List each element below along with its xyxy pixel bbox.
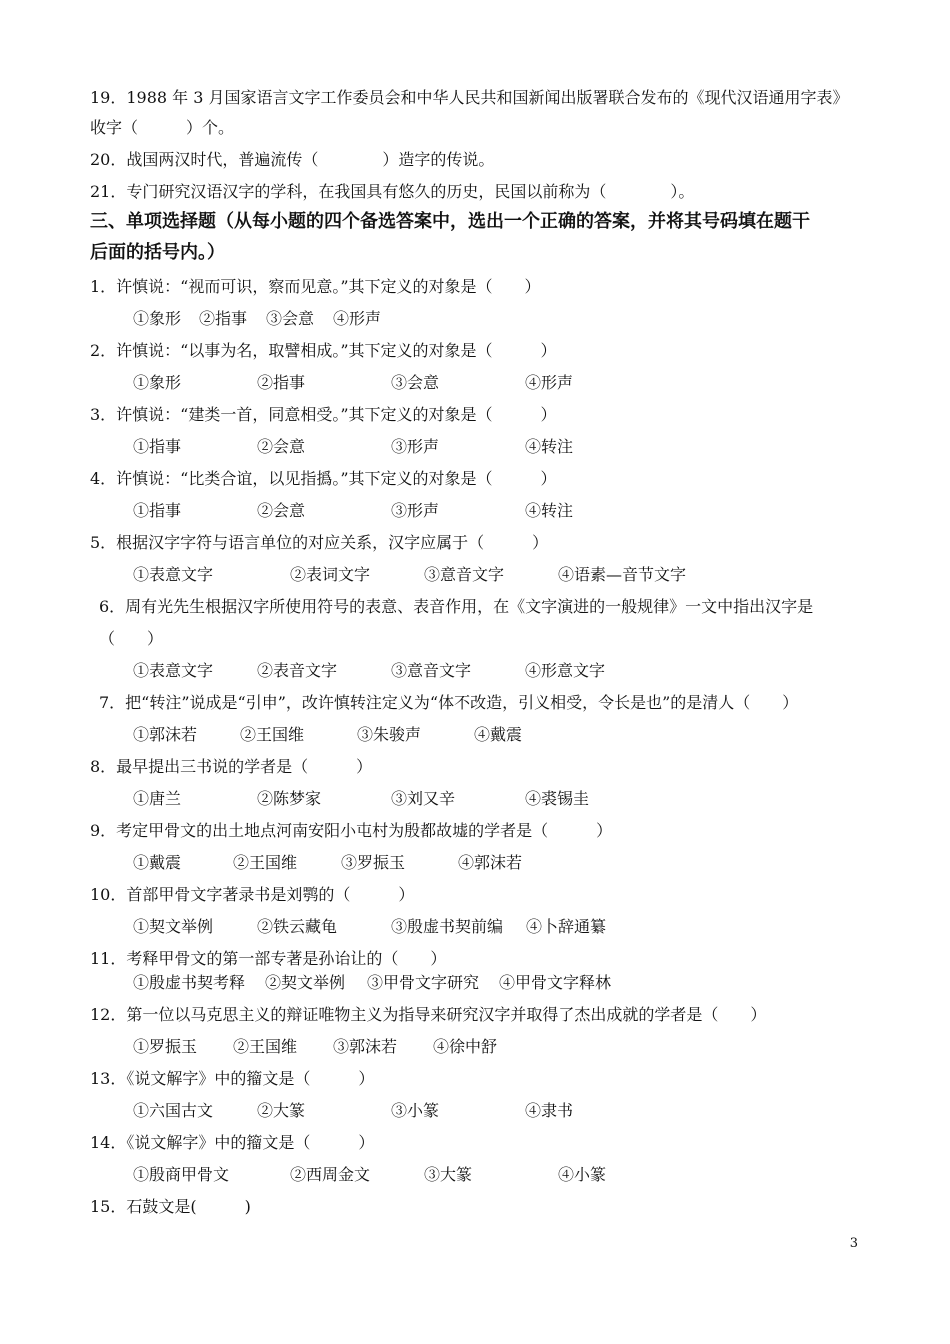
option: ③刘又辛: [391, 789, 456, 808]
option: ③会意: [391, 373, 440, 392]
option: ④形意文字: [525, 661, 606, 680]
option: ③罗振玉: [341, 853, 406, 872]
option: ①指事: [133, 501, 182, 520]
option: ②王国维: [233, 853, 298, 872]
question-9-stem: 9．考定甲骨文的出土地点河南安阳小屯村为殷都故墟的学者是（ ）: [90, 821, 613, 840]
option: ①表意文字: [133, 661, 214, 680]
option: ①指事: [133, 437, 182, 456]
option: ①戴震: [133, 853, 182, 872]
question-4-stem: 4．许慎说：“比类合谊，以见指撝。”其下定义的对象是（ ）: [90, 469, 557, 488]
option: ②会意: [257, 501, 306, 520]
option: ②铁云藏龟: [257, 917, 338, 936]
option: ①殷商甲骨文: [133, 1165, 230, 1184]
question-10-stem: 10．首部甲骨文字著录书是刘鹗的（ ）: [90, 885, 415, 904]
option: ③形声: [391, 437, 440, 456]
option: ①罗振玉: [133, 1037, 198, 1056]
option: ②大篆: [257, 1101, 306, 1120]
option: ②西周金文: [290, 1165, 371, 1184]
option: ①殷虚书契考释: [133, 973, 246, 992]
option: ③甲骨文字研究: [367, 973, 480, 992]
option: ②表音文字: [257, 661, 338, 680]
question-5-stem: 5．根据汉字字符与语言单位的对应关系，汉字应属于（ ）: [90, 533, 549, 552]
section-3-heading: 三、单项选择题（从每小题的四个备选答案中，选出一个正确的答案，并将其号码填在题干: [90, 211, 810, 232]
option: ④卜辞通纂: [526, 917, 607, 936]
option: ④语素—音节文字: [558, 565, 687, 584]
option: ①象形: [133, 309, 182, 328]
question-14-stem: 14．《说文解字》中的籀文是（ ）: [90, 1133, 375, 1152]
option: ③形声: [391, 501, 440, 520]
question-7-stem: 7．把“转注”说成是“引申”，改许慎转注定义为“体不改造，引义相受，令长是也”的是清人（ ）: [99, 693, 799, 712]
option: ③殷虚书契前编: [391, 917, 504, 936]
option: ③意音文字: [424, 565, 505, 584]
option: ②表词文字: [290, 565, 371, 584]
option: ③会意: [266, 309, 315, 328]
option: ②会意: [257, 437, 306, 456]
option: ②王国维: [240, 725, 305, 744]
question-6-stem-cont: （ ）: [99, 629, 164, 648]
option: ④裘锡圭: [525, 789, 590, 808]
option: ②契文举例: [265, 973, 346, 992]
option: ①唐兰: [133, 789, 182, 808]
option: ④隶书: [525, 1101, 574, 1120]
option: ①郭沫若: [133, 725, 198, 744]
option: ④戴震: [474, 725, 523, 744]
option: ②指事: [199, 309, 248, 328]
q20: 20．战国两汉时代，普遍流传（ ）造字的传说。: [90, 150, 495, 169]
page-number: 3: [849, 1236, 858, 1251]
question-13-stem: 13．《说文解字》中的籀文是（ ）: [90, 1069, 375, 1088]
q19-line-1: 19．1988 年 3 月国家语言文字工作委员会和中华人民共和国新闻出版署联合发布的《现代汉语通用字表》: [90, 88, 849, 107]
question-15-stem: 15．石鼓文是( ): [90, 1197, 251, 1216]
q21: 21．专门研究汉语汉字的学科，在我国具有悠久的历史，民国以前称为（ ）。: [90, 182, 695, 201]
question-2-stem: 2．许慎说：“以事为名，取譬相成。”其下定义的对象是（ ）: [90, 341, 557, 360]
section-3-heading-cont: 后面的括号内。）: [90, 242, 225, 263]
option: ④转注: [525, 437, 574, 456]
option: ③意音文字: [391, 661, 472, 680]
option: ①表意文字: [133, 565, 214, 584]
option: ④形声: [525, 373, 574, 392]
option: ③小篆: [391, 1101, 440, 1120]
question-1-stem: 1．许慎说：“视而可识，察而见意。”其下定义的对象是（ ）: [90, 277, 541, 296]
option: ③郭沫若: [333, 1037, 398, 1056]
option: ③朱骏声: [357, 725, 422, 744]
option: ①六国古文: [133, 1101, 214, 1120]
option: ④转注: [525, 501, 574, 520]
question-6-stem: 6．周有光先生根据汉字所使用符号的表意、表音作用，在《文字演进的一般规律》一文中指出汉字是: [99, 597, 814, 616]
option: ③大篆: [424, 1165, 473, 1184]
option: ①契文举例: [133, 917, 214, 936]
option: ②王国维: [233, 1037, 298, 1056]
option: ①象形: [133, 373, 182, 392]
option: ②指事: [257, 373, 306, 392]
question-8-stem: 8．最早提出三书说的学者是（ ）: [90, 757, 373, 776]
option: ④小篆: [558, 1165, 607, 1184]
option: ④形声: [333, 309, 382, 328]
option: ④郭沫若: [458, 853, 523, 872]
option: ②陈梦家: [257, 789, 322, 808]
question-11-stem: 11．考释甲骨文的第一部专著是孙诒让的（ ）: [90, 949, 447, 968]
option: ④甲骨文字释林: [499, 973, 612, 992]
q19-line-2: 收字（ ）个。: [90, 118, 235, 137]
option: ④徐中舒: [433, 1037, 498, 1056]
question-3-stem: 3．许慎说：“建类一首，同意相受。”其下定义的对象是（ ）: [90, 405, 557, 424]
question-12-stem: 12．第一位以马克思主义的辩证唯物主义为指导来研究汉字并取得了杰出成就的学者是（ ）: [90, 1005, 767, 1024]
